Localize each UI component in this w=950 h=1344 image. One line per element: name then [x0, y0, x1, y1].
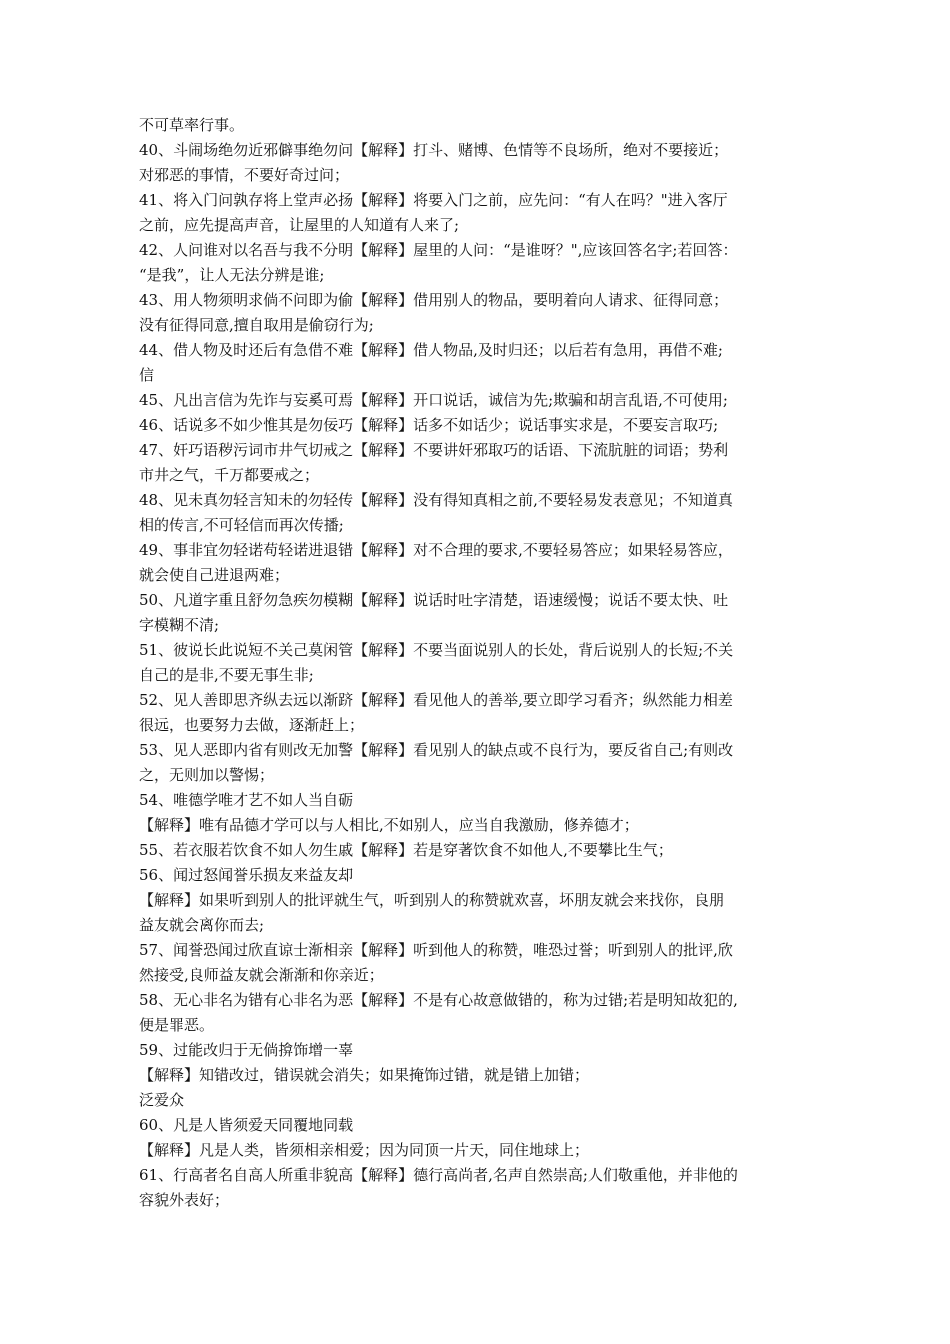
text-line: 55、若衣服若饮食不如人勿生戚【解释】若是穿著饮食不如他人,不要攀比生气；: [139, 841, 673, 859]
text-line: 对邪恶的事情，不要好奇过问；: [139, 166, 350, 184]
text-line: 很远，也要努力去做，逐渐赶上；: [139, 716, 365, 734]
text-line: 46、话说多不如少惟其是勿佞巧【解释】话多不如话少；说话事实求是，不要妄言取巧;: [139, 416, 719, 434]
text-line: 61、行高者名自高人所重非貌高【解释】德行高尚者,名声自然崇高;人们敬重他，并非他的: [139, 1166, 738, 1184]
text-line: 然接受,良师益友就会渐渐和你亲近；: [139, 966, 384, 984]
text-line: 53、见人恶即内省有则改无加警【解释】看见别人的缺点或不良行为，要反省自己;有则改: [139, 741, 734, 759]
text-line: 52、见人善即思齐纵去远以渐跻【解释】看见他人的善举,要立即学习看齐；纵然能力相差: [139, 691, 733, 709]
text-line: 容貌外表好；: [139, 1191, 230, 1209]
text-line: 泛爱众: [139, 1091, 185, 1109]
text-line: 41、将入门问孰存将上堂声必扬【解释】将要入门之前，应先问：“有人在吗？"进入客厅: [139, 191, 728, 209]
text-line: 就会使自己进退两难；: [139, 566, 290, 584]
text-line: 字模糊不清;: [139, 616, 220, 634]
text-line: 信: [139, 366, 155, 384]
text-line: 42、人问谁对以名吾与我不分明【解释】屋里的人问：“是谁呀？",应该回答名字;若回答：: [139, 241, 738, 259]
text-line: 43、用人物须明求倘不问即为偷【解释】借用别人的物品，要明着向人请求、征得同意；: [139, 291, 729, 309]
text-line: 【解释】如果听到别人的批评就生气，听到别人的称赞就欢喜，坏朋友就会来找你，良朋: [139, 891, 725, 909]
text-line: 60、凡是人皆须爱天同覆地同载: [139, 1116, 354, 1134]
text-line: 自己的是非,不要无事生非;: [139, 666, 314, 684]
text-line: 相的传言,不可轻信而再次传播;: [139, 516, 344, 534]
text-line: 44、借人物及时还后有急借不难【解释】借人物品,及时归还；以后若有急用，再借不难;: [139, 341, 723, 359]
text-line: 51、彼说长此说短不关己莫闲管【解释】不要当面说别人的长处，背后说别人的长短;不关: [139, 641, 734, 659]
text-line: 市井之气，千万都要戒之；: [139, 466, 320, 484]
text-line: 49、事非宜勿轻诺苟轻诺进退错【解释】对不合理的要求,不要轻易答应；如果轻易答应，: [139, 541, 733, 559]
text-line: 之前，应先提高声音，让屋里的人知道有人来了;: [139, 216, 460, 234]
text-line: 58、无心非名为错有心非名为恶【解释】不是有心故意做错的，称为过错;若是明知故犯的,: [139, 991, 738, 1009]
text-line: 之，无则加以警惕；: [139, 766, 275, 784]
text-line: 50、凡道字重且舒勿急疾勿模糊【解释】说话时吐字清楚，语速缓慢；说话不要太快、吐: [139, 591, 729, 609]
text-line: 【解释】凡是人类，皆须相亲相爱；因为同顶一片天，同住地球上；: [139, 1141, 590, 1159]
document-body: [139, 113, 829, 1213]
text-line: 54、唯德学唯才艺不如人当自砺: [139, 791, 354, 809]
text-line: 48、见未真勿轻言知未的勿轻传【解释】没有得知真相之前,不要轻易发表意见；不知道真: [139, 491, 733, 509]
text-line: 没有征得同意,擅自取用是偷窃行为;: [139, 316, 374, 334]
text-line: 56、闻过怒闻誉乐损友来益友却: [139, 866, 354, 884]
text-line: 【解释】唯有品德才学可以与人相比,不如别人，应当自我激励，修养德才；: [139, 816, 639, 834]
text-line: “是我”，让人无法分辨是谁;: [139, 266, 325, 284]
text-line: 益友就会离你而去;: [139, 916, 265, 934]
text-line: 45、凡出言信为先诈与妄奚可焉【解释】开口说话，诚信为先;欺骗和胡言乱语,不可使用;: [139, 391, 728, 409]
text-line: 59、过能改归于无倘揜饰增一辜: [139, 1041, 354, 1059]
text-line: 【解释】知错改过，错误就会消失；如果掩饰过错，就是错上加错；: [139, 1066, 590, 1084]
text-line: 47、奸巧语秽污词市井气切戒之【解释】不要讲奸邪取巧的话语、下流肮脏的词语；势利: [139, 441, 729, 459]
text-line: 40、斗闹场绝勿近邪僻事绝勿问【解释】打斗、赌博、色情等不良场所，绝对不要接近；: [139, 141, 729, 159]
text-line: 不可草率行事。: [139, 116, 245, 134]
text-line: 57、闻誉恐闻过欣直谅士渐相亲【解释】听到他人的称赞，唯恐过誉；听到别人的批评,欣: [139, 941, 733, 959]
text-line: 便是罪恶。: [139, 1016, 215, 1034]
